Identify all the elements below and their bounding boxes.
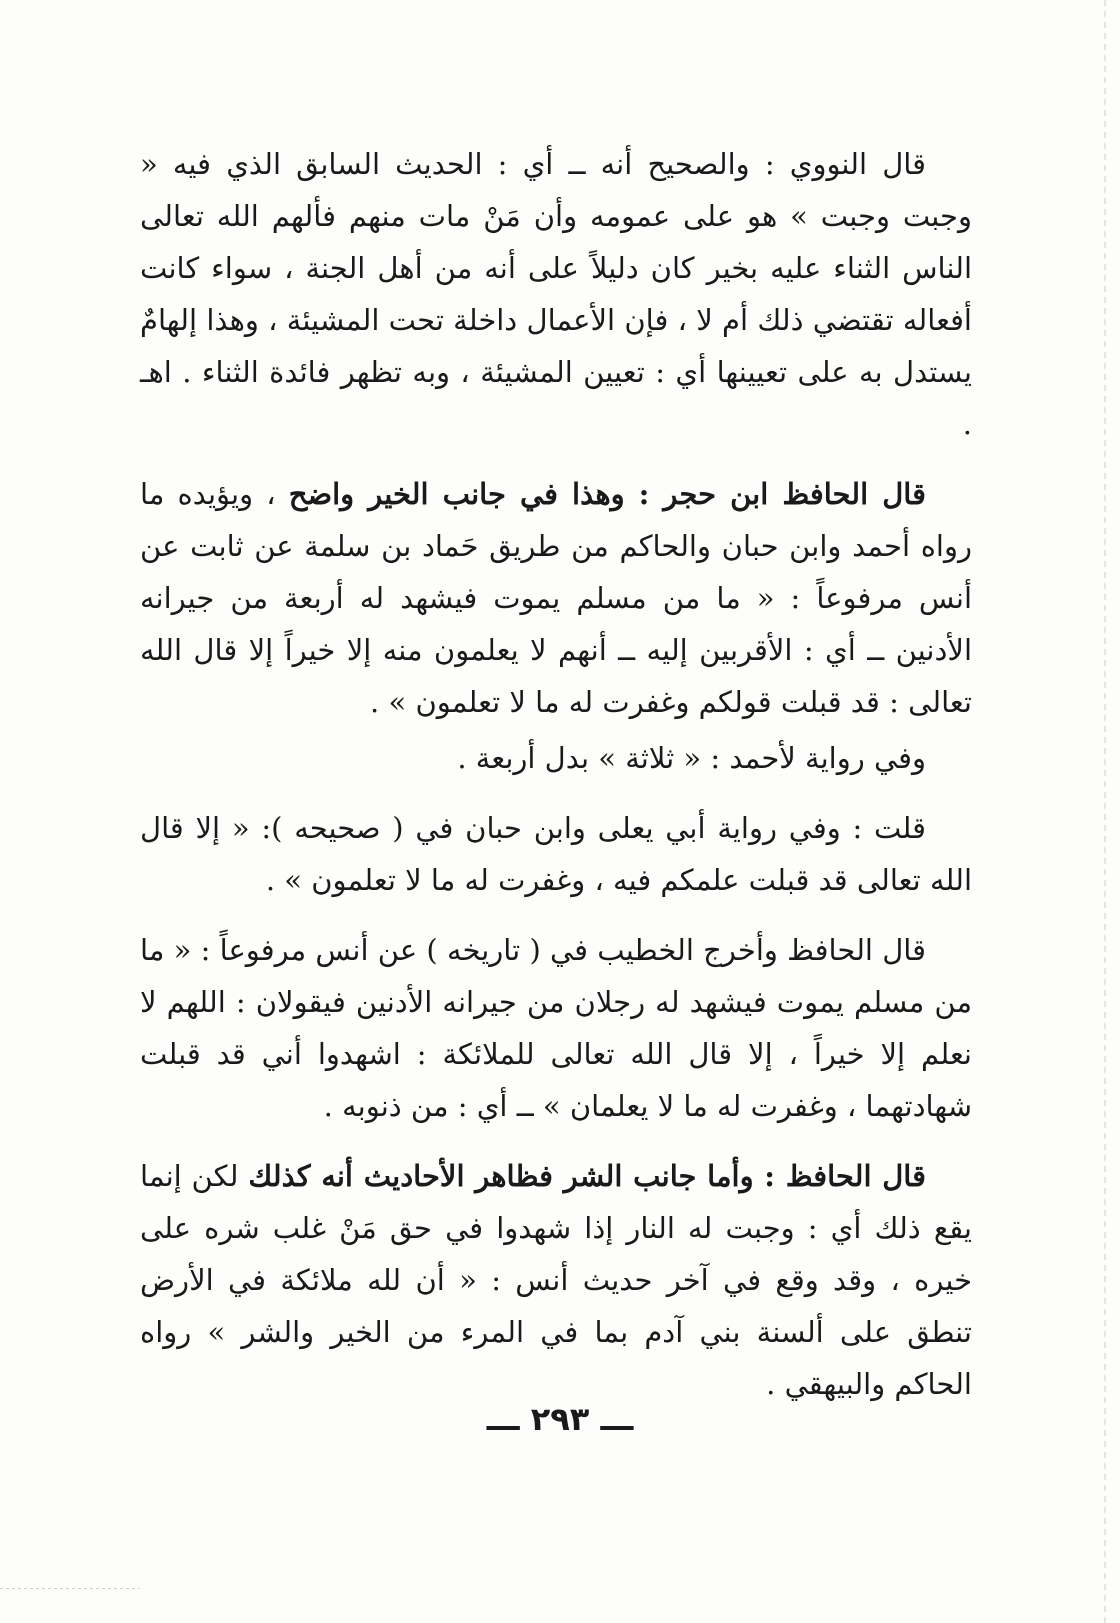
scan-artifact-line bbox=[0, 1588, 140, 1589]
page-body bbox=[140, 138, 972, 1410]
paragraph-evil-side bbox=[140, 1150, 972, 1410]
paragraph-text: قلت : وفي رواية أبي يعلى وابن حبان في ( صحيحه ): « إلا قال الله تعالى قد قبلت علمكم فيه ، وغفرت له ما لا تعلمون » . bbox=[140, 811, 972, 897]
paragraph-text: وفي رواية لأحمد : « ثلاثة » بدل أربعة . bbox=[457, 741, 926, 775]
paragraph-ahmad-riwaya bbox=[140, 732, 972, 784]
paragraph-text: قال الحافظ وأخرج الخطيب في ( تاريخه ) عن أنس مرفوعاً : « ما من مسلم يموت فيشهد له رجلان من جيرانه الأدنين فيقولان : اللهم لا نعلم إلا خيراً ، إلا قال الله تعالى للملائكة : اشهدوا أني قد قبلت شهادتهما ، وغفرت له ما لا يعلمان » ــ أي : من ذنوبه . bbox=[140, 933, 972, 1123]
paragraph-nawawi bbox=[140, 138, 972, 450]
page-number: ـــ ٢٩٣ ـــ bbox=[486, 1400, 634, 1438]
paragraph-khatib bbox=[140, 924, 972, 1132]
page-edge-shadow bbox=[1104, 0, 1106, 1623]
paragraph-lead: قال الحافظ ابن حجر : وهذا في جانب الخير واضح bbox=[288, 477, 926, 511]
paragraph-lead: قال الحافظ : وأما جانب الشر فظاهر الأحاديث أنه كذلك bbox=[248, 1159, 927, 1193]
paragraph-text: ، ويؤيده ما رواه أحمد وابن حبان والحاكم من طريق حَماد بن سلمة عن ثابت عن أنس مرفوعاً : « ما من مسلم يموت فيشهد له أربعة من جيرانه الأدنين ــ أي : الأقربين إليه ــ أنهم لا يعلمون منه إلا خيراً إلا قال الله تعالى : قد قبلت قولكم وغفرت له ما لا تعلمون » . bbox=[140, 477, 972, 719]
paragraph-abu-yala bbox=[140, 802, 972, 906]
paragraph-text: قال النووي : والصحيح أنه ــ أي : الحديث السابق الذي فيه « وجبت وجبت » هو على عمومه وأن مَنْ مات منهم فألهم الله تعالى الناس الثناء عليه بخير كان دليلاً على أنه من أهل الجنة ، سواء كانت أفعاله تقتضي ذلك أم لا ، فإن الأعمال داخلة تحت المشيئة ، وهذا إلهامٌ يستدل به على تعيينها أي : تعيين المشيئة ، وبه تظهر فائدة الثناء . اهـ . bbox=[140, 147, 972, 441]
paragraph-text: لكن إنما يقع ذلك أي : وجبت له النار إذا شهدوا في حق مَنْ غلب شره على خيره ، وقد وقع في آخر حديث أنس : « أن لله ملائكة في الأرض تنطق على ألسنة بني آدم بما في المرء من الخير والشر » رواه الحاكم والبيهقي . bbox=[140, 1159, 972, 1401]
paragraph-ibn-hajar bbox=[140, 468, 972, 728]
